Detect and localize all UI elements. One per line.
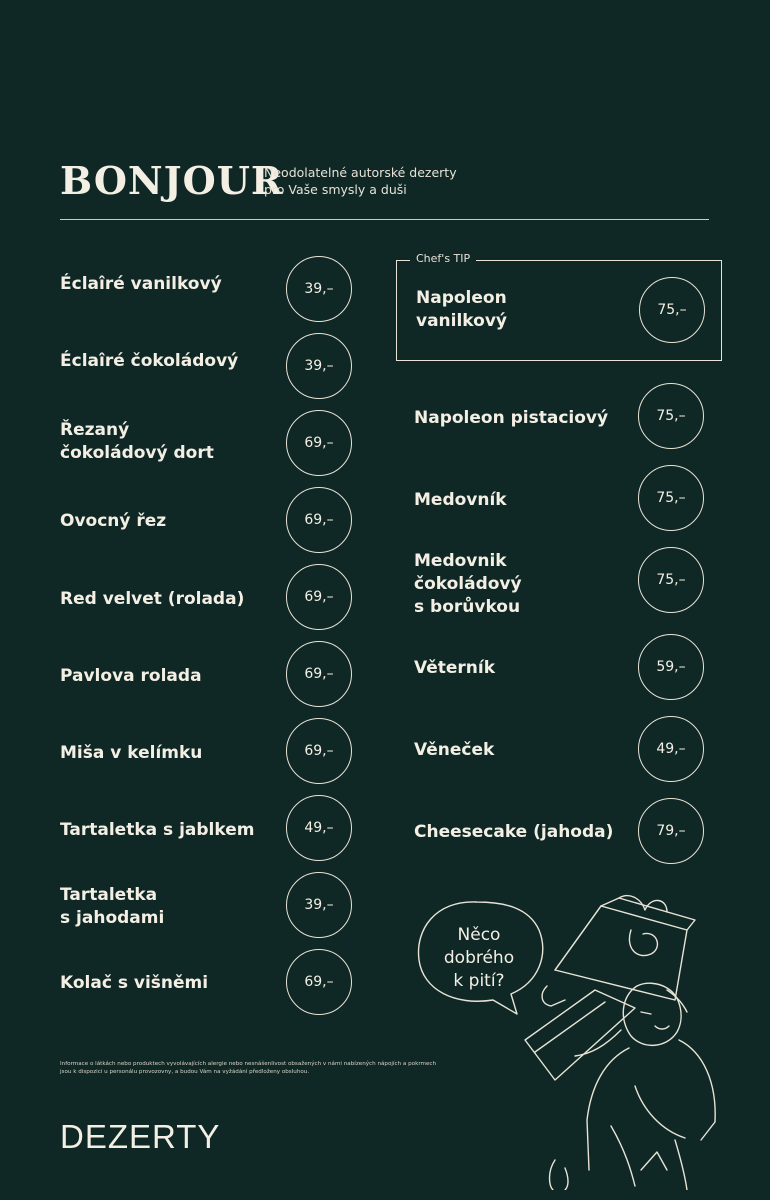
- chef-tip-label: Chef's TIP: [410, 252, 476, 265]
- price-badge: 69,–: [286, 410, 352, 476]
- price-badge: 49,–: [638, 716, 704, 782]
- price-badge: 75,–: [638, 547, 704, 613]
- price-badge: 59,–: [638, 634, 704, 700]
- menu-item-name: Miša v kelímku: [60, 743, 203, 763]
- tagline: [264, 164, 457, 198]
- menu-item-name: Cheesecake (jahoda): [414, 822, 614, 842]
- menu-item-name: Tartaletka s jablkem: [60, 820, 255, 840]
- brand-logo: BONJOUR: [60, 158, 284, 203]
- tagline-line-2: pro Vaše smysly a duši: [264, 182, 407, 197]
- menu-item-name: Éclaîré vanilkový: [60, 274, 222, 294]
- price-badge: 69,–: [286, 564, 352, 630]
- price-badge: 39,–: [286, 872, 352, 938]
- price-badge: 39,–: [286, 256, 352, 322]
- menu-item-name: Věneček: [414, 740, 495, 760]
- menu-item-name: Medovnik čokoládový s borůvkou: [414, 551, 522, 617]
- menu-item-name: Kolač s višněmi: [60, 973, 209, 993]
- menu-item-name: Pavlova rolada: [60, 666, 202, 686]
- price-badge: 49,–: [286, 795, 352, 861]
- header-divider: [60, 219, 709, 220]
- menu-item-name: Éclaîré čokoládový: [60, 351, 239, 371]
- allergen-disclaimer: Informace o látkách nebo produktech vyvolávajících alergie nebo nesnášenlivost obsažených v námi nabízených nápojích a pokrmech jsou k dispozici u personálu provozovny, a budou Vám na vyžádání předloženy obsluhou.: [60, 1061, 437, 1075]
- price-badge: 75,–: [638, 465, 704, 531]
- price-badge: 69,–: [286, 487, 352, 553]
- price-badge: 39,–: [286, 333, 352, 399]
- menu-item-name: Red velvet (rolada): [60, 589, 245, 609]
- menu-item-name: Řezaný čokoládový dort: [60, 420, 214, 463]
- menu-item-name: Tartaletka s jahodami: [60, 885, 165, 928]
- drink-question-text: Něco dobrého k pití?: [443, 925, 515, 991]
- tagline-line-1: Neodolatelné autorské dezerty: [264, 165, 457, 180]
- chef-tip-item-name: Napoleon vanilkový: [416, 288, 508, 331]
- menu-item-name: Napoleon pistaciový: [414, 408, 609, 428]
- section-title: DEZERTY: [60, 1118, 221, 1155]
- menu-item-name: Medovník: [414, 490, 507, 510]
- price-badge: 75,–: [638, 383, 704, 449]
- price-badge: 69,–: [286, 718, 352, 784]
- price-badge: 75,–: [639, 277, 705, 343]
- price-badge: 79,–: [638, 798, 704, 864]
- price-badge: 69,–: [286, 641, 352, 707]
- menu-item-name: Věterník: [414, 658, 496, 678]
- price-badge: 69,–: [286, 949, 352, 1015]
- menu-item-name: Ovocný řez: [60, 511, 167, 531]
